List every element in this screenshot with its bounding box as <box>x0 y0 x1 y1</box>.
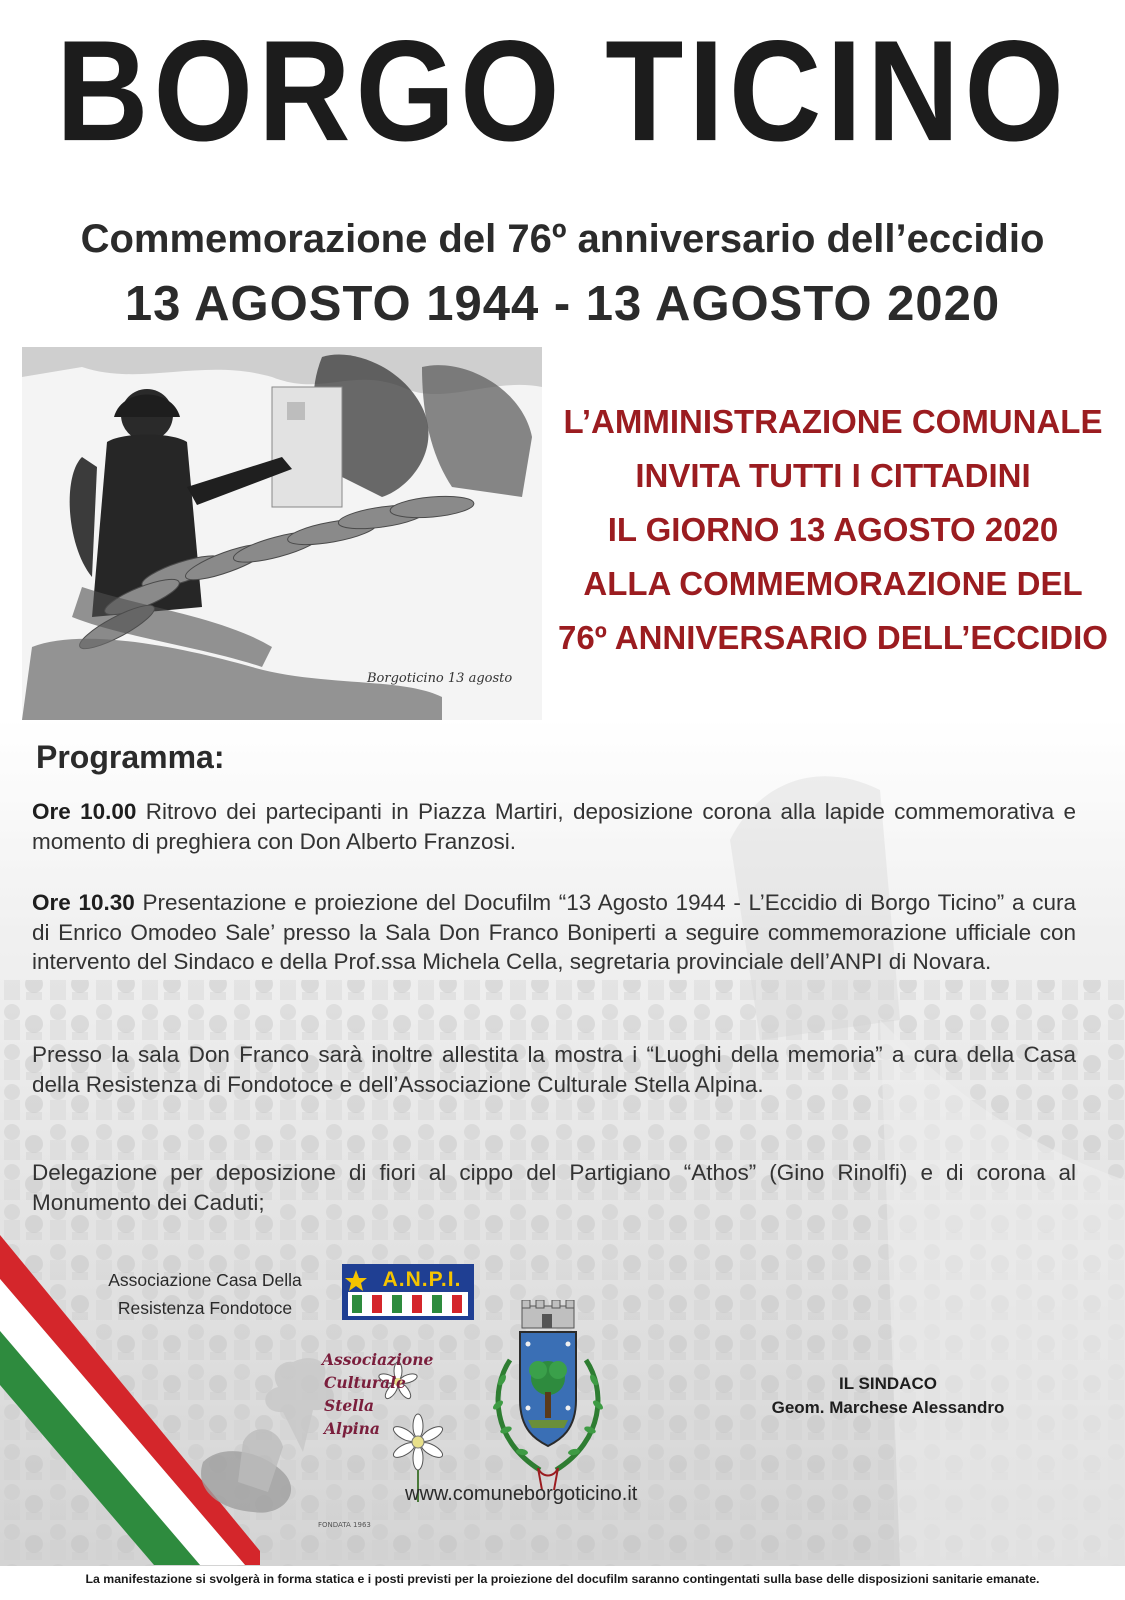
stella-line: Associazione <box>322 1350 434 1369</box>
poster-dates: 13 AGOSTO 1944 - 13 AGOSTO 2020 <box>124 277 1001 331</box>
program-time: Ore 10.00 <box>32 799 137 824</box>
anpi-logo-text: A.N.P.I. <box>382 1268 462 1291</box>
stella-line: Culturale <box>324 1373 406 1392</box>
program-note: Delegazione per deposizione di fiori al cippo del Partigiano “Athos” (Gino Rinolfi) e di corona al Monumento dei Caduti; <box>32 1160 1076 1215</box>
program-text: Presentazione e proiezione del Docufilm “13 Agosto 1944 - L’Eccidio di Borgo Ticino” a cura di Enrico Omodeo Sale’ presso la Sala Don Franco Boniperti a seguire commemorazione ufficiale con intervento del Sindaco e della Prof.ssa Michela Cella, segretaria provinciale dell’ANPI di Novara. <box>32 890 1076 974</box>
poster-title: BORGO TICINO <box>56 11 1069 172</box>
stella-small-text: FONDATA 1963 <box>318 1521 371 1529</box>
illustration-caption: Borgoticino 13 agosto <box>367 671 513 686</box>
invitation-text <box>548 395 1118 665</box>
comune-crest-icon <box>480 1300 615 1500</box>
mayor-name: Geom. Marchese Alessandro <box>771 1398 1005 1417</box>
stella-line: Alpina <box>324 1419 380 1438</box>
footer-note: La manifestazione si svolgerà in forma statica e i posti previsti per la proiezione del docufilm saranno contingentati sulla base delle disposizioni sanitarie emanate. <box>85 1572 1040 1586</box>
program-time: Ore 10.30 <box>32 890 135 915</box>
casa-line: Associazione Casa Della <box>108 1270 302 1290</box>
signature-block <box>718 1372 1058 1420</box>
invite-line: 76º ANNIVERSARIO DELL’ECCIDIO <box>558 619 1108 656</box>
casa-line: Resistenza Fondotoce <box>117 1298 293 1318</box>
tower-crown <box>522 1300 574 1328</box>
program-item <box>32 888 1076 977</box>
invite-line: L’AMMINISTRAZIONE COMUNALE <box>563 403 1103 440</box>
poster-subtitle: Commemorazione del 76º anniversario dell’eccidio <box>80 217 1045 261</box>
invite-line: IL GIORNO 13 AGOSTO 2020 <box>607 511 1059 548</box>
stella-alpina-logo-text <box>322 1348 433 1440</box>
program-heading: Programma: <box>36 739 225 775</box>
program-item <box>32 797 1076 856</box>
invite-line: ALLA COMMEMORAZIONE DEL <box>583 565 1083 602</box>
casa-resistenza-logo-text <box>72 1266 338 1322</box>
massacre-illustration <box>22 347 542 720</box>
program-note: Presso la sala Don Franco sarà inoltre allestita la mostra i “Luoghi della memoria” a cura della Casa della Resistenza di Fondotoce e dell’Associazione Culturale Stella Alpina. <box>32 1042 1076 1097</box>
mayor-role: IL SINDACO <box>839 1374 937 1393</box>
invite-line: INVITA TUTTI I CITTADINI <box>635 457 1031 494</box>
website-link[interactable]: www.comuneborgoticino.it <box>405 1483 638 1505</box>
program-text: Ritrovo dei partecipanti in Piazza Martiri, deposizione corona alla lapide commemorativa e momento di preghiera con Don Alberto Franzosi. <box>32 799 1077 854</box>
stella-line: Stella <box>324 1396 375 1415</box>
